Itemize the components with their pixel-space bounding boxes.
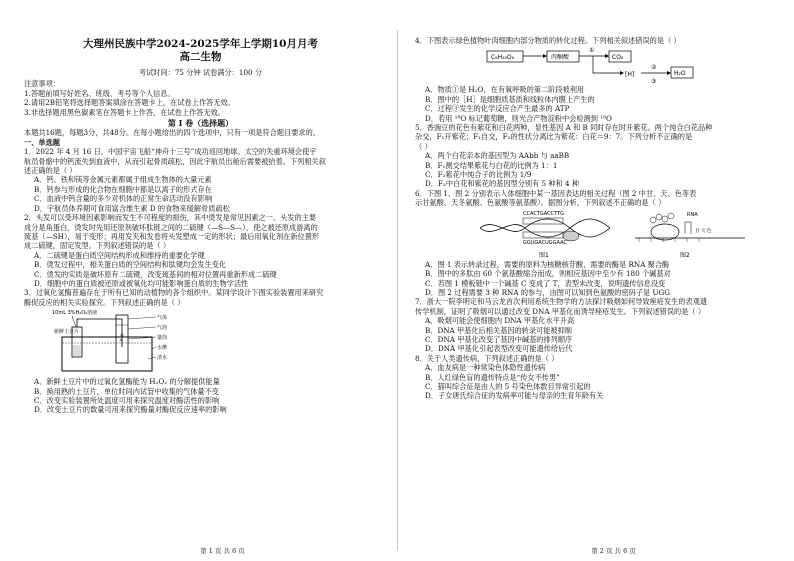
bubble-label: 气泡 xyxy=(157,325,168,332)
fig2-caption: 图2 xyxy=(680,251,690,259)
question-stem: 2．头发可以受环境因素影响而发生不可程度的损伤，其中烫发是常见因素之一。头发的主要 xyxy=(24,213,317,223)
question-stem: （ ） xyxy=(415,141,432,151)
rna-label: RNA xyxy=(687,211,698,218)
question-stem: 巯基（—SH），易于变形；再用发夹和发卷将头发塑成一定的形状；最后用氧化剂在新位置形 xyxy=(24,231,320,241)
option-a: A．物质①是 H₂O，在有氧呼吸的第二阶段被利用 xyxy=(425,85,585,95)
option-b: B．F₁测交结果紫花与白花的比例为 1：1 xyxy=(425,160,558,170)
trna xyxy=(685,222,691,234)
question-stem: 4．下图表示绿色植物叶肉细胞内部分物质的转化过程。下列相关叙述错误的是（ ） xyxy=(415,36,681,45)
option-c: C．血液中钙含量的多少对机体的正常生命活动没有影响 xyxy=(34,194,213,204)
option-a: A．二硫键是蛋白质空间结构形成和维持的重要化学键 xyxy=(34,250,205,260)
step2-label: ② xyxy=(651,64,657,72)
option-b: B．图中的多肽由 60 个氨基酸缩合而成，则相应基因中至少有 180 个碱基对 xyxy=(425,269,671,279)
option-d: D．细胞中的蛋白质被还原或被氧化均可能影响蛋白质的生物学活性 xyxy=(34,278,249,288)
question-stem: 传学机制，证明了吸烟可以通过改变 DNA 甲基化而诱导痤疮发生。下列叙述错误的是（ ） xyxy=(415,306,706,316)
question-stem: 5．香豌豆的花色有紫花和白花两种，显性基因 A 和 B 同时存在时开紫花。两个纯合白花品种 xyxy=(415,123,713,133)
aa-label: 甘 天 色 xyxy=(695,228,712,234)
question-stem: 杂交，F₁开紫花；F₁自交，F₂的性状分离比为紫花：白花＝9：7。下列分析不正确的是 xyxy=(415,132,693,142)
bottom-seq-label: GGUGACUGGAAC xyxy=(523,239,567,246)
step3-label: ③ xyxy=(651,78,657,86)
right-page xyxy=(397,0,794,561)
question-stem: 述正确的是（ ） xyxy=(24,166,77,176)
option-d: D．图 2 过程需要 3 种 RNA 的参与，由图可以知到色氨酸的密码子是 UGG xyxy=(425,287,671,297)
option-a: A．血友病是一种常染色体隐性遗传病 xyxy=(425,363,546,373)
gene-expression-figure xyxy=(475,208,772,260)
notes-line: 1.答题前填写好姓名、班级、考号等个人信息。 xyxy=(24,88,175,98)
option-a: A．两个白花亲本的基因型为 AAbb 与 aaBB xyxy=(425,151,570,161)
clear-water-label: 清水 xyxy=(157,355,168,362)
top-seq-label: CCACTGACCTTG xyxy=(523,210,564,217)
option-b: B．人红绿色盲的遗传特点是“传女不传男” xyxy=(425,372,560,382)
measuring-label: 量筒 xyxy=(157,335,168,342)
question-stem: 6．下图 1、图 2 分别表示人体细胞中某一基因表达的相关过程（图 2 中甘、天、色等表 xyxy=(415,188,697,198)
dna-strand-2 xyxy=(480,219,610,237)
option-d: D．宇航员体养期可食用富含维生素 D 的食物来缓解骨质疏松 xyxy=(34,203,230,213)
fig1-caption: 图1 xyxy=(539,251,549,259)
water-label: 水槽 xyxy=(157,345,168,352)
question-stem: 3．过氧化氢酶普遍存在于所有已知的动植物的各个组织中。某同学设计下图实验装置用来研究 xyxy=(24,288,324,298)
option-a: A．图 1 表示转录过程，需要的原料为核糖核苷酸，需要的酶是 RNA 聚合酶 xyxy=(425,259,670,269)
question-stem: 成二硫键，固定发型。下列叙述错误的是（ ） xyxy=(24,241,171,251)
option-d: D．F₂中白花和紫花的基因型分别有 5 种和 4 种 xyxy=(425,179,580,189)
potato-slice xyxy=(73,345,81,356)
potato-label: 新鲜土豆片 xyxy=(54,329,80,336)
gene-expression-diagram xyxy=(475,208,755,260)
section-heading: 一、单选题 xyxy=(24,137,60,147)
glucose-label: C₆H₁₂O₆ xyxy=(491,54,515,62)
option-d: D．子女唐氏综合征的发病率可能与母亲的生育年龄有关 xyxy=(425,391,604,401)
question-stem: 7．浙大一院李明定和马云龙首次利用系统生物学的方法探讨吸烟如何导致痤疮发生的表观遗 xyxy=(415,297,708,307)
question-stem: 成分是角蛋白，烫发时先用还原剂破坏肽链之间的二硫键（—S—S—），使之被还原成游离的 xyxy=(24,222,318,232)
metabolism-diagram xyxy=(485,45,725,85)
page-footer: 第 2 页 共 6 页 xyxy=(591,547,636,555)
h2o-label: H₂O xyxy=(674,70,686,78)
notes-line: 2.请用2B铅笔将选择题答案填涂在答题卡上，在试卷上作答无效。 xyxy=(24,98,235,108)
h-label: [H] xyxy=(625,71,635,79)
option-c: C．F₂紫花中纯合子的比例为 1/9 xyxy=(425,170,532,180)
question-stem: 航员骨骼中的钙流失到血液中，从而引起骨质疏松，因此宇航员出舱后需要被抬着。下列相关叙 xyxy=(24,156,326,166)
co2-label: CO₂ xyxy=(612,54,624,62)
polymerase xyxy=(563,231,579,241)
option-d: D．DNA 甲基化引起表型改变可能遗传给后代 xyxy=(425,344,573,354)
question-stem: 8．关于人类遗传病，下列叙述正确的是（ ） xyxy=(415,353,559,363)
exam-info: 考试时间：75 分钟 试卷满分：100 分 xyxy=(138,68,263,77)
page-footer: 第 1 页 共 6 页 xyxy=(200,547,245,555)
option-b: B．钙参与形成的化合物在细胞中都是以离子的形式存在 xyxy=(34,184,212,194)
option-d: D．改变土豆片的数量可用来探究酶量对酶促反应速率的影响 xyxy=(34,405,227,415)
question-5 xyxy=(415,123,772,189)
dna-strand-1 xyxy=(480,219,610,237)
option-a: A．钙、铁和镁等金属元素都属于组成生物体的大量元素 xyxy=(34,175,212,185)
option-a: A．吸烟可能会使细胞内 DNA 甲基化水平升高 xyxy=(425,316,575,326)
solution-label: 10mL 3%H₂O₂溶液 xyxy=(52,310,98,317)
metabolism-figure xyxy=(485,45,772,85)
question-stem: 酶促反应的相关实验探究。下列叙述正确的是（ ） xyxy=(24,297,185,307)
question-stem: 示甘氨酸、天冬氨酸、色氨酸等氨基酸）。据图分析，下列叙述不正确的是（ ） xyxy=(415,198,666,208)
step1-label: ① xyxy=(589,47,595,55)
question-6 xyxy=(415,189,772,297)
exam-subtitle: 高二生物 xyxy=(179,51,222,63)
option-c: C．过程③发生的化学反应合产生最多的 ATP xyxy=(425,104,570,114)
gas-tube xyxy=(77,319,122,347)
question-3 xyxy=(24,288,377,414)
question-7 xyxy=(415,297,772,353)
pyruvate-label: 丙酮酸 xyxy=(551,54,570,62)
exam-title: 大理州民族中学2024-2025学年上学期10月月考 xyxy=(83,38,318,50)
apparatus-figure xyxy=(52,307,377,377)
notes-line: 3.非选择题用黑色碳素笔在答题卡上作答，在试卷上作答无效。 xyxy=(24,107,225,117)
notes-line: 注意事项： xyxy=(24,79,60,89)
apparatus-diagram xyxy=(52,307,252,377)
option-b: B．图中的［H］是细胞质基质和线粒体内膜上产生的 xyxy=(425,94,595,104)
option-d: D．若用 ¹⁸O 标记葡萄糖，则光合产物淀粉中会检测到 ¹⁸O xyxy=(425,113,612,123)
option-c: C．若图 1 模板链中一个碱基 C 变成了 T，表型未改变，说明遗传信息没变 xyxy=(425,278,666,288)
option-c: C．猫叫综合征是由人的 5 号染色体数目异常引起的 xyxy=(425,381,591,391)
option-b: B．DNA 甲基化后相关基因的转录可能被抑制 xyxy=(425,325,572,335)
option-c: C．DNA 甲基化改变了基因中碱基的排列顺序 xyxy=(425,334,573,344)
option-c: C．改变实验装置所处温度可用来探究温度对酶活性的影响 xyxy=(34,395,220,405)
question-4 xyxy=(415,36,772,123)
question-stem: 1．2022 年 4 月 16 日，中国宇宙飞船“神舟十三号”成功返回地球。太空的失重环境会使宇 xyxy=(24,147,317,157)
gas-label: 气体 xyxy=(157,315,168,322)
option-b: B．换用熟的土豆片，单位时间内试管中收集的气体量不变 xyxy=(34,386,219,396)
option-b: B．烫发过程中，相关蛋白质的空间结构和肽键均会发生变化 xyxy=(34,260,227,270)
option-a: A．新鲜土豆片中的过氧化氢酶能为 H₂O₂ 的分解提供能量 xyxy=(34,377,220,387)
question-2 xyxy=(24,213,377,288)
section-title: 第 I 卷（选择题） xyxy=(167,119,234,129)
section-intro: 本题共16题，每题3分，共48分。在每小题给出的四个选项中，只有一项是符合题目要求的。 xyxy=(24,128,320,138)
option-c: C．烫发的实质是破坏原有二硫键，改变巯基间的相对位置再重新形成二硫键 xyxy=(34,269,277,279)
question-1 xyxy=(24,147,377,213)
question-8 xyxy=(415,354,772,401)
